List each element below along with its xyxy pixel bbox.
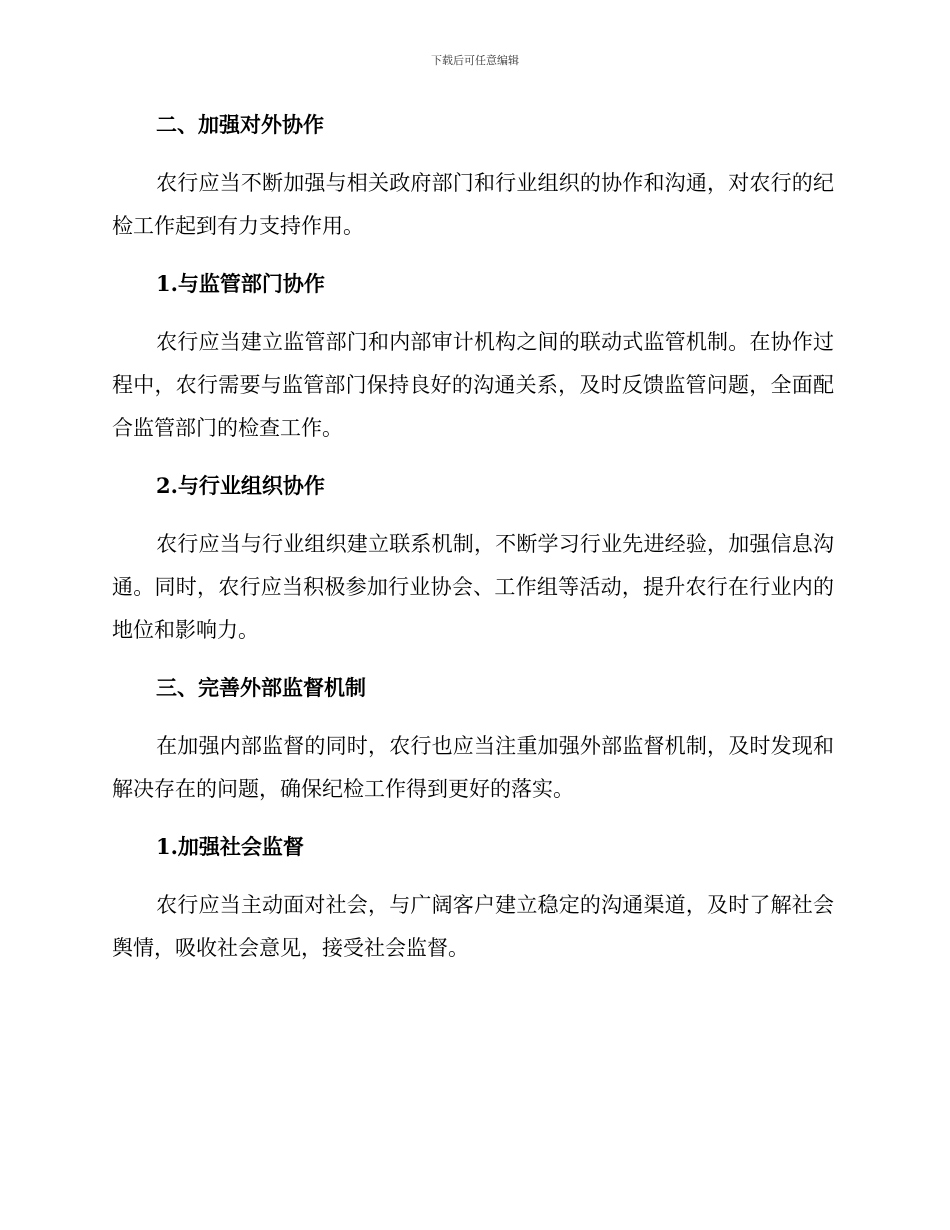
section-heading: 二、加强对外协作 bbox=[156, 112, 324, 137]
subsection-heading: 2.与行业组织协作 bbox=[156, 473, 325, 498]
page-header: 下载后可任意编辑 bbox=[431, 54, 519, 67]
section-heading: 三、完善外部监督机制 bbox=[156, 675, 366, 700]
document-body bbox=[112, 110, 834, 970]
subsection-heading: 1.加强社会监督 bbox=[156, 834, 304, 859]
subsection-paragraph: 农行应当建立监管部门和内部审计机构之间的联动式监管机制。在协作过程中，农行需要与监管部门保持良好的沟通关系，及时反馈监管问题，全面配合监管部门的检查工作。 bbox=[112, 330, 834, 440]
subsection-paragraph: 农行应当主动面对社会，与广阔客户建立稳定的沟通渠道，及时了解社会舆情，吸收社会意见，接受社会监督。 bbox=[112, 893, 834, 960]
subsection-heading: 1.与监管部门协作 bbox=[156, 271, 325, 296]
section-paragraph: 农行应当不断加强与相关政府部门和行业组织的协作和沟通，对农行的纪检工作起到有力支持作用。 bbox=[112, 171, 834, 238]
section-paragraph: 在加强内部监督的同时，农行也应当注重加强外部监督机制，及时发现和解决存在的问题，确保纪检工作得到更好的落实。 bbox=[112, 734, 834, 801]
subsection-paragraph: 农行应当与行业组织建立联系机制，不断学习行业先进经验，加强信息沟通。同时，农行应当积极参加行业协会、工作组等活动，提升农行在行业内的地位和影响力。 bbox=[112, 532, 834, 642]
